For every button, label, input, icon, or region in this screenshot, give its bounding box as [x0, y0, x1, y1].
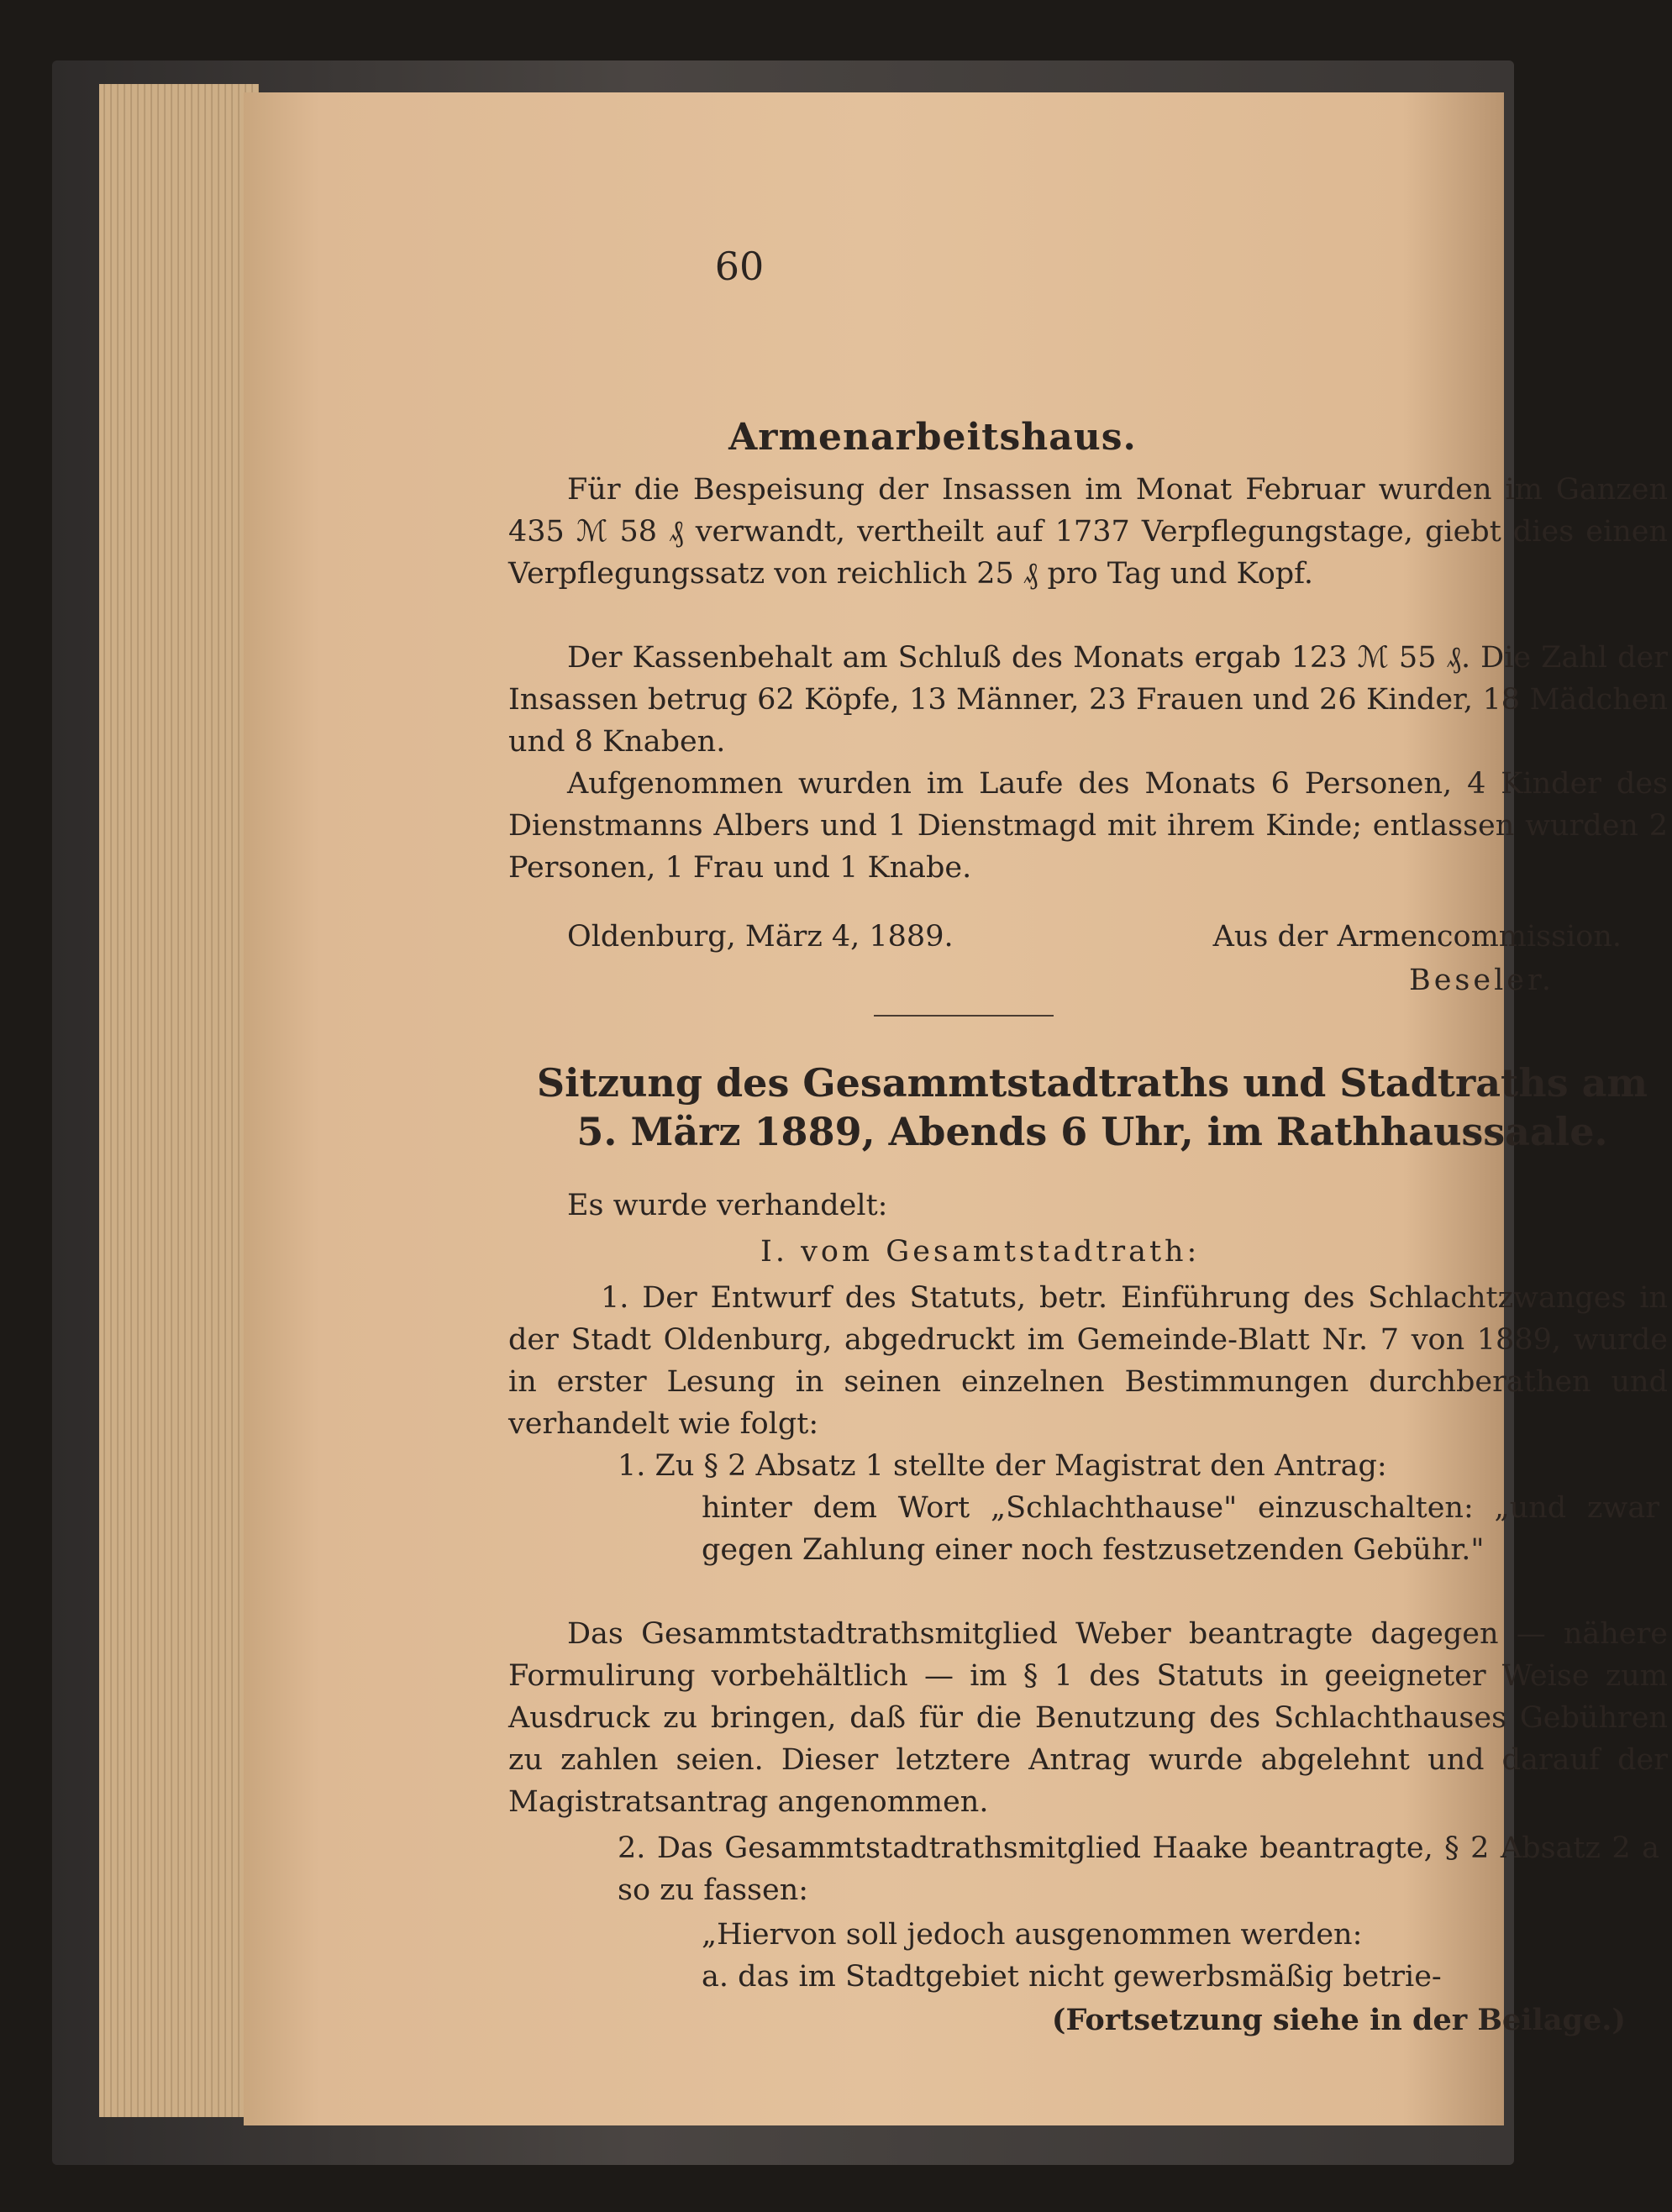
paragraph-kassenbehalt: Der Kassenbehalt am Schluß des Monats ergab 123 ℳ 55 ₰. Die Zahl der Insassen betrug 62 Köpfe, 13 Männer, 23 Frauen und 26 Kinder, 18 Mädchen und 8 Knaben. — [508, 641, 1668, 759]
document-page — [244, 92, 1668, 2125]
page-number: 60 — [714, 244, 765, 289]
item-1-1-quote: hinter dem Wort „Schlachthause" einzuschalten: „und zwar gegen Zahlung einer noch festzusetzenden Gebühr." — [702, 1491, 1659, 1567]
paragraph-aufgenommen: Aufgenommen wurden im Laufe des Monats 6 Personen, 4 Kinder des Dienstmanns Albers und 1 Dienstmagd mit ihrem Kinde; entlassen wurden 2 Personen, 1 Frau und 1 Knabe. — [508, 767, 1668, 885]
item-2-quote: „Hiervon soll jedoch ausgenommen werden: — [702, 1918, 1363, 1952]
intro-text: Es wurde verhandelt: — [567, 1189, 888, 1222]
signature: Beseler. — [1408, 964, 1554, 997]
paragraph-weber: Das Gesammtstadtrathsmitglied Weber beantragte dagegen — nähere Formulirung vorbehältlich — im § 1 des Statuts in geeigneter Weise zum Ausdruck zu bringen, daß für die Benutzung des Schlachthauses Gebühren zu zahlen seien. Dieser letztere Antrag wurde abgelehnt und darauf der Magistratsantrag angenommen. — [508, 1617, 1668, 1819]
item-1-1-antrag: 1. Zu § 2 Absatz 1 stellte der Magistrat den Antrag: — [618, 1449, 1387, 1483]
continuation-note: (Fortsetzung siehe in der Beilage.) — [1051, 2003, 1626, 2037]
page-edges — [99, 84, 259, 2117]
item-2-haake: 2. Das Gesammtstadtrathsmitglied Haake beantragte, § 2 Absatz 2 a so zu fassen: — [618, 1831, 1659, 1907]
section-title-sitzung: Sitzung des Gesammtstadtraths und Stadtraths am 5. März 1889, Abends 6 Uhr, im Rathhaussaale. — [536, 1060, 1648, 1154]
subheading-gesamtstadtrath: I. vom Gesamtstadtrath: — [760, 1235, 1201, 1269]
item-1-entwurf: 1. Der Entwurf des Statuts, betr. Einführung des Schlachtzwanges in der Stadt Oldenburg, abgedruckt im Gemeinde-Blatt Nr. 7 von 1889, wurde in erster Lesung in seinen einzelnen Bestimmungen durchberathen und verhandelt wie folgt: — [508, 1281, 1668, 1441]
section-divider — [874, 1015, 1054, 1017]
item-2-a: a. das im Stadtgebiet nicht gewerbsmäßig betrie- — [702, 1960, 1442, 1994]
issuer: Aus der Armencommission. — [1212, 920, 1622, 954]
paragraph-bespeisung: Für die Bespeisung der Insassen im Monat Februar wurden im Ganzen 435 ℳ 58 ₰ verwandt, vertheilt auf 1737 Verpflegungstage, giebt dies einen Verpflegungssatz von reichlich 25 ₰ pro Tag und Kopf. — [508, 473, 1668, 591]
place-date: Oldenburg, März 4, 1889. — [567, 920, 954, 954]
section-title-armenarbeitshaus: Armenarbeitshaus. — [728, 416, 1137, 459]
